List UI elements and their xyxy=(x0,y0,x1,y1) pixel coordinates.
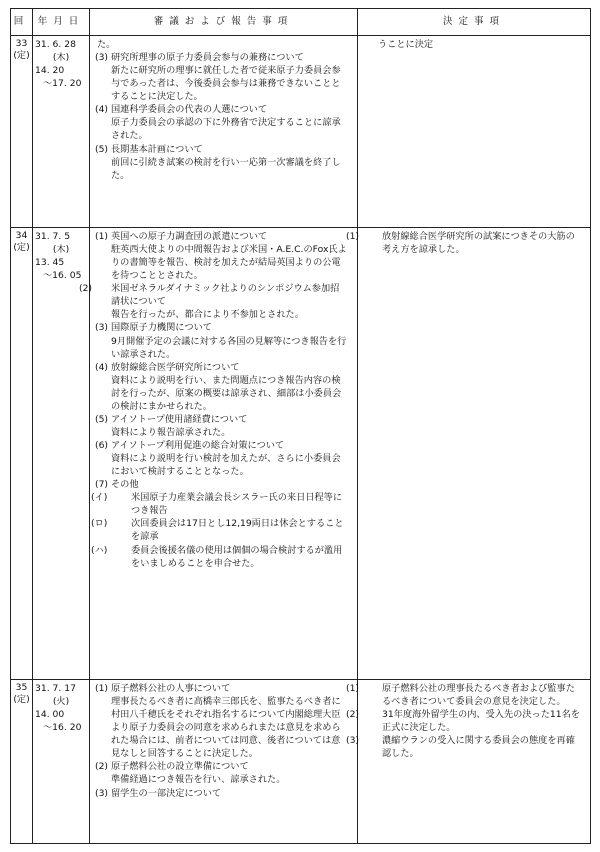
item-body: 駐英西大使よりの中間報告および米国・A.E.C.のFox氏よりの書簡等を報告、検討を加えたが結局英国よりの公電を待つこととされた。 xyxy=(111,244,347,282)
agenda-item xyxy=(95,51,347,103)
session-date-cell xyxy=(33,680,90,844)
item-number: (2) xyxy=(79,283,93,295)
sub-item-number: (ロ) xyxy=(91,518,108,530)
session-date: 31. 7. 17 xyxy=(35,683,76,694)
session-time-end: ～17. 20 xyxy=(43,78,82,90)
session-weekday: (木) xyxy=(52,52,70,64)
sub-item-text: 米国原子力産業会議会長シスラー氏の来日日程等につき報告 xyxy=(131,492,343,517)
sub-item-text: 次回委員会は17日とし12,19両日は休会とすることを諒承 xyxy=(131,518,344,543)
item-number: (3) xyxy=(95,52,109,64)
decision-text: 放射線総合医学研究所の試案につきその大筋の考え方を諒承した。 xyxy=(382,231,575,256)
item-body: 原子力委員会の承認の下に外務省で決定することに諒承された。 xyxy=(111,117,341,142)
item-body: 9月開催予定の会議に対する各国の見解等につき報告を行い諒承された。 xyxy=(111,335,347,360)
item-number: (6) xyxy=(95,440,109,451)
item-title: その他 xyxy=(111,479,139,491)
session-time-end: ～16. 20 xyxy=(43,722,82,734)
agenda-item xyxy=(79,282,347,321)
item-body: 新たに研究所の理事に就任した者で従来原子力委員会参与であった者は、今後委員会参与は兼務できないこととすることに決定した。 xyxy=(111,65,341,103)
item-number: (3) xyxy=(95,787,109,799)
decision-item xyxy=(346,682,582,708)
deliberation-cell xyxy=(90,36,358,228)
decision-text: 原子燃料公社の理事長たるべき者および監事たるべき者について委員会の意見を決定した。 xyxy=(382,683,575,708)
deliberation-cell xyxy=(79,228,358,680)
sub-item-number: (ハ) xyxy=(91,544,108,556)
table-row xyxy=(11,228,591,680)
item-number: (1) xyxy=(95,231,109,242)
item-title: 国際原子力機関について xyxy=(111,322,212,334)
item-title: 米国ゼネラルダイナミック社よりのシンポジウム参加招請状について xyxy=(111,283,340,308)
sub-item xyxy=(91,544,347,570)
session-number-cell xyxy=(11,228,33,680)
item-title: アイソトープ使用諸経費について xyxy=(111,413,248,425)
session-time-start: 14. 20 xyxy=(35,65,65,77)
continued-text: た。 xyxy=(97,39,116,50)
item-body: 準備経過につき報告を行い、諒承された。 xyxy=(111,774,286,786)
header-deliberation: 審議および報告事項 xyxy=(90,9,358,36)
item-body: 資料により報告諒承された。 xyxy=(111,426,231,438)
session-weekday: (火) xyxy=(52,696,70,708)
item-title: 長期基本計画について xyxy=(111,143,203,155)
session-date: 31. 7. 5 xyxy=(35,231,71,242)
item-number: (5) xyxy=(95,413,109,425)
item-title: 原子燃料公社の人事について xyxy=(111,683,231,694)
agenda-item xyxy=(91,478,347,569)
session-kind: (定) xyxy=(13,241,30,253)
item-title: 研究所理事の原子力委員会参与の兼務について xyxy=(111,52,304,64)
session-kind: (定) xyxy=(13,693,30,705)
decision-number: (1) xyxy=(346,231,360,242)
item-title: 国連科学委員会の代表の人選について xyxy=(111,104,268,116)
session-time-start: 13. 45 xyxy=(35,257,65,269)
item-number: (5) xyxy=(95,143,109,155)
agenda-item xyxy=(95,230,347,282)
agenda-item xyxy=(95,787,347,800)
item-title: 放射線総合医学研究所について xyxy=(111,361,240,373)
item-number: (1) xyxy=(95,683,109,694)
agenda-item xyxy=(95,682,347,760)
deliberation-cell xyxy=(90,680,358,844)
decision-continued-text: うことに決定 xyxy=(378,39,434,50)
decision-number: (1) xyxy=(346,683,360,694)
header-date: 年月日 xyxy=(33,9,90,36)
agenda-item xyxy=(95,361,347,413)
header-decision: 決定事項 xyxy=(358,9,591,36)
sub-item-number: (イ) xyxy=(91,492,108,504)
agenda-item xyxy=(95,143,347,182)
session-weekday: (木) xyxy=(52,244,70,256)
session-kind: (定) xyxy=(13,49,30,61)
session-time-end: ～16. 05 xyxy=(43,270,82,282)
decision-text: 31年度海外留学生の内、受入先の決った11名を正式に決定した。 xyxy=(382,709,580,734)
item-title: 原子燃料公社の設立準備について xyxy=(111,761,249,773)
agenda-item xyxy=(95,103,347,142)
item-body: 資料により説明を行い検討を加えたが、さらに小委員会において検討することとなった。 xyxy=(111,453,341,478)
item-body: 報告を行ったが、都合により不参加とされた。 xyxy=(111,309,304,321)
agenda-item xyxy=(95,413,347,439)
item-number: (4) xyxy=(95,361,109,373)
session-number: 33 xyxy=(15,38,28,49)
decision-item xyxy=(346,230,582,256)
session-number: 34 xyxy=(15,230,28,241)
decision-number: (3) xyxy=(346,735,360,747)
agenda-item xyxy=(95,439,347,478)
agenda-item xyxy=(95,321,347,360)
table-row xyxy=(11,680,591,844)
agenda-item xyxy=(95,760,347,786)
item-title: 留学生の一部決定について xyxy=(111,787,222,799)
item-number: (3) xyxy=(95,322,109,334)
decision-text: 濃縮ウランの受入に関する委員会の態度を再確認した。 xyxy=(382,735,575,760)
session-number: 35 xyxy=(15,682,28,693)
session-number-cell xyxy=(11,680,33,844)
item-number: (7) xyxy=(95,479,109,491)
sub-item xyxy=(91,517,347,543)
decision-item xyxy=(346,708,582,734)
decision-cell xyxy=(358,36,591,228)
decision-item xyxy=(346,734,582,760)
decision-cell xyxy=(346,228,591,680)
item-number: (4) xyxy=(95,104,109,116)
session-number-cell xyxy=(11,36,33,228)
item-number: (2) xyxy=(95,761,109,773)
header-num: 回 xyxy=(11,9,33,36)
session-date-cell xyxy=(33,228,90,680)
item-body: 理事長たるべき者に高橋幸三郎氏を、監事たるべき者に村田八千穂氏をそれぞれ指名するについて内閣総理大臣より原子力委員会の同意を求められまたは意見を求められた場合には、前者については同意、後者については意見なしと回答することに決定した。 xyxy=(111,696,341,760)
decision-number: (2) xyxy=(346,709,360,721)
item-body: 前回に引続き試案の検討を行い一応第一次審議を終了した。 xyxy=(111,156,341,181)
table-header-row xyxy=(11,9,591,36)
session-date-cell xyxy=(33,36,90,228)
minutes-table xyxy=(10,8,591,844)
sub-item xyxy=(91,491,347,517)
table-row xyxy=(11,36,591,228)
session-date: 31. 6. 28 xyxy=(35,39,76,50)
item-body: 資料により説明を行い、また問題点につき報告内容の検討を行ったが、原案の概要は諒承され、細部は小委員会の検討にまかせられた。 xyxy=(111,374,342,412)
decision-cell xyxy=(346,680,591,844)
sub-item-text: 委員会後援名儀の使用は個個の場合検討するが濫用をいましめることを申合せた。 xyxy=(131,544,343,569)
item-title: 英国への原子力調査団の派遣について xyxy=(111,231,268,242)
item-title: アイソトープ利用促進の総合対策について xyxy=(111,440,285,451)
session-time-start: 14. 00 xyxy=(35,709,65,721)
